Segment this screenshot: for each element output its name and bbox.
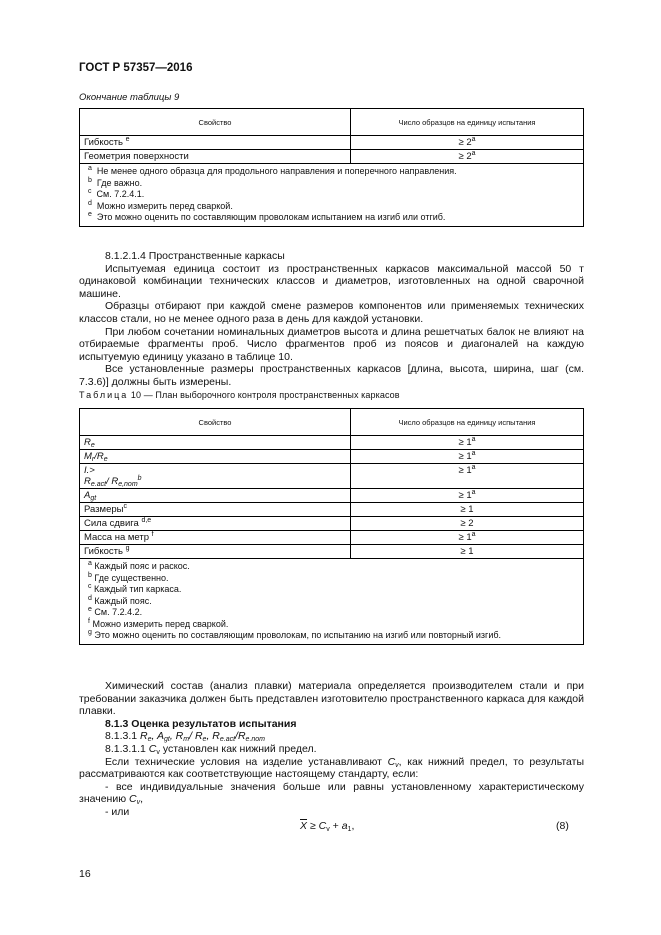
paragraph: - все индивидуальные значения больше или равны установленному характеристическому значению $C_v$, [79,780,584,807]
footnote: $^a$ Каждый пояс и раскос. [88,560,190,571]
footnote: $^b$ Где существенно. [88,571,169,583]
table-cell: Геометрия поверхности [80,150,351,164]
table10-caption: Таблица 10 — План выборочного контроля пространственных каркасов [79,390,400,400]
table-row [80,464,584,489]
table-cell: ≥ $1^a$ [351,436,584,450]
section-8-1-3 [79,680,584,819]
table-row [80,531,584,545]
footnote: $^b$ Где важно. [88,176,143,188]
table-row [80,489,584,503]
section-heading: 8.1.3 Оценка результатов испытания [105,717,297,730]
table-cell: Гибкость $^e$ [80,136,351,150]
document-header: ГОСТ Р 57357—2016 [79,62,193,74]
table-cell: Масса на метр $^f$ [80,531,351,545]
footnote: $^f$ Можно измерить перед сваркой. [88,617,229,629]
formula-8: $\overline{X} \ge C_v + a_1$, [300,820,355,833]
table10-head-count: Число образцов на единицу испытания [351,409,584,436]
table-cell: $M_r/R_e$ [80,450,351,464]
table-row [80,545,584,559]
table-cell: ≥ 1 [351,545,584,559]
table-cell: $A_{gt}$ [80,489,351,503]
table-row [80,517,584,531]
table-cell: ≥ $1^a$ [351,531,584,545]
table-cell: $R_e$ [80,436,351,450]
table-row [80,436,584,450]
footnote: $^c$ Каждый тип каркаса. [88,583,182,594]
table9-caption: Окончание таблицы 9 [79,92,180,103]
page-number: 16 [79,868,91,880]
table-row [80,136,584,150]
table-cell: Размеры$^c$ [80,503,351,517]
footnote: $^g$ Это можно оценить по составляющим проволокам, по испытанию на изгиб или повторный изгиб. [88,629,502,640]
footnote: $^e$ См. 7.2.4.2. [88,606,143,617]
table-10 [79,408,584,645]
table-cell: ≥ 2 [351,517,584,531]
table9-footnotes [80,164,584,227]
table-cell: Сила сдвига $^{d,e}$ [80,517,351,531]
table-cell: ≥ $2^a$ [351,150,584,164]
table-row [80,450,584,464]
table-cell: ≥ $1^a$ [351,450,584,464]
paragraph: - или [105,805,130,818]
table-cell: ≥ $2^a$ [351,136,584,150]
paragraph: 8.1.3.1.1 $C_v$ установлен как нижний предел. [105,742,317,756]
formula-number: (8) [556,820,569,832]
table10-footnotes [80,559,584,645]
table-cell: I.> $R_{e.act}/$ $R_{e,nom}^b$ [80,464,351,489]
paragraph: Испытуемая единица состоит из пространственных каркасов максимальной массой 50 т одинаковой комбинации технических классов и диаметров, изготовленных на одной сварочной машине. [79,262,584,300]
footnote: $^d$ Каждый пояс. [88,594,152,606]
paragraph: Химический состав (анализ плавки) материала определяется производителем стали и при требовании заказчика должен быть представлен изготовителю пространственного каркаса для каждой плавки. [79,680,584,718]
table-row [80,150,584,164]
table-cell: Гибкость $^g$ [80,545,351,559]
footnote: $^d$ Можно измерить перед сваркой. [88,199,233,211]
table9-head-property: Свойство [80,109,351,136]
table-9 [79,108,584,227]
table-cell: ≥ 1 [351,503,584,517]
table10-head-property: Свойство [80,409,351,436]
paragraph: Все установленные размеры пространственных каркасов [длина, высота, ширина, шаг (см. 7.3.6)] должны быть измерены. [79,363,584,388]
table-cell: ≥ $1^a$ [351,464,584,489]
section-8-1-2-1-4 [79,250,584,389]
footnote: $^a$ Не менее одного образца для продольного направления и поперечного направления. [88,165,457,176]
table-row [80,503,584,517]
table9-head-count: Число образцов на единицу испытания [351,109,584,136]
footnote: $^e$ Это можно оценить по составляющим проволокам испытанием на изгиб или отгиб. [88,211,446,222]
paragraph: 8.1.2.1.4 Пространственные каркасы [105,250,285,262]
paragraph: При любом сочетании номинальных диаметров высота и длина решетчатых балок не влияют на отбираемые фрагменты проб. Число фрагментов проб из поясов и диагоналей на каждую испытуемую единицу указано в таблице 10. [79,325,584,363]
paragraph: Если технические условия на изделие устанавливают $C_v$, как нижний предел, то результаты рассматриваются как соответствующие настоящему стандарту, если: [79,755,584,781]
table-cell: ≥ $1^a$ [351,489,584,503]
paragraph: Образцы отбирают при каждой смене размеров компонентов или применяемых технических классов стали, но не менее одного раза в день для каждой установки. [79,300,584,325]
paragraph: 8.1.3.1 $R_e$, $A_{gt}$, $R_m/$ $R_e$, $R_{e.act}/R_{e.nom}$ [105,730,266,744]
footnote: $^c$ См. 7.2.4.1. [88,188,145,199]
